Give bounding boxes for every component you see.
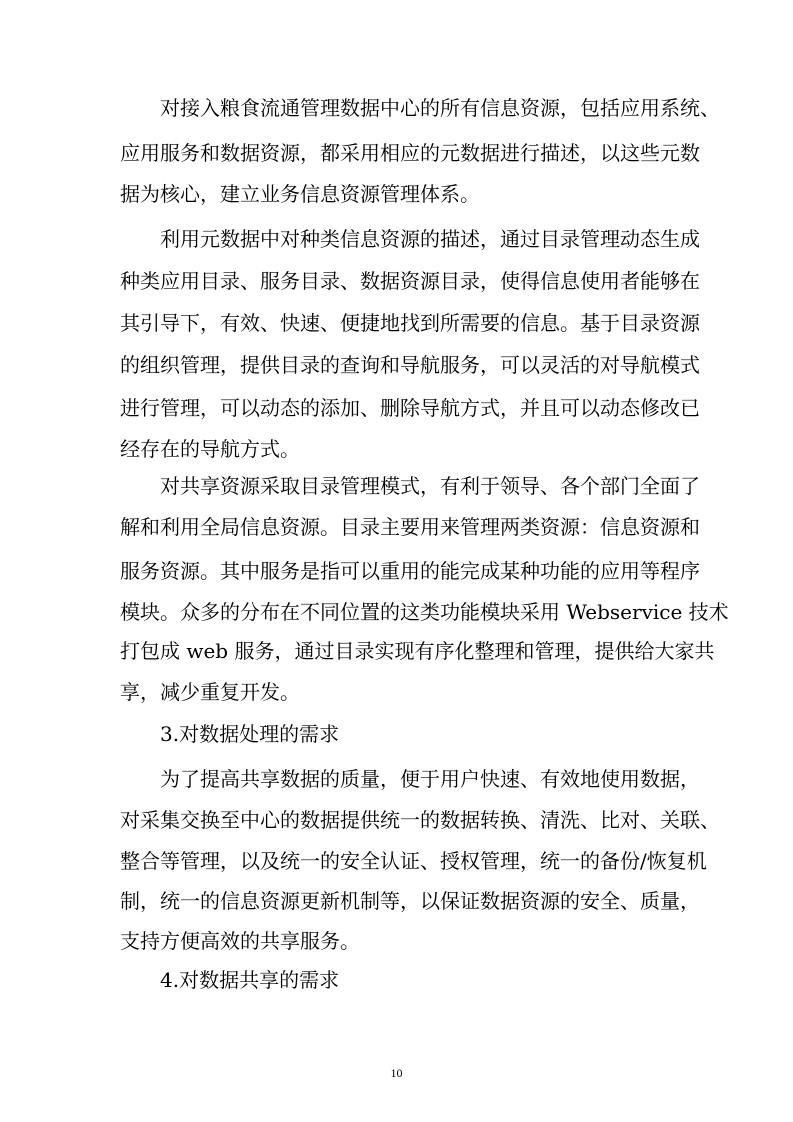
paragraph-1-line-3: 据为核心，建立业务信息资源管理体系。 [120,182,480,206]
paragraph-3-line-3: 服务资源。其中服务是指可以重用的能完成某种功能的应用等程序 [120,559,700,583]
paragraph-4-line-2: 对采集交换至中心的数据提供统一的数据转换、清洗、比对、关联、 [120,808,720,832]
paragraph-3-line-1: 对共享资源采取目录管理模式，有利于领导、各个部门全面了 [160,474,700,498]
paragraph-4-line-5: 支持方便高效的共享服务。 [120,929,360,953]
paragraph-2-line-6: 经存在的导航方式。 [120,437,300,461]
paragraph-3-line-5: 打包成 web 服务，通过目录实现有序化整理和管理，提供给大家共 [120,639,715,663]
paragraph-4-line-4: 制，统一的信息资源更新机制等，以保证数据资源的安全、质量， [120,889,700,913]
paragraph-3-line-4: 模块。众多的分布在不同位置的这类功能模块采用 Webservice 技术 [120,600,729,624]
page-number: 10 [390,1066,403,1080]
paragraph-3-line-2: 解和利用全局信息资源。目录主要用来管理两类资源：信息资源和 [120,515,700,539]
paragraph-2-line-4: 的组织管理，提供目录的查询和导航服务，可以灵活的对导航模式 [120,353,700,377]
paragraph-1-line-2: 应用服务和数据资源，都采用相应的元数据进行描述，以这些元数 [120,141,700,165]
paragraph-2-line-2: 种类应用目录、服务目录、数据资源目录，使得信息使用者能够在 [120,269,700,293]
paragraph-2-line-1: 利用元数据中对种类信息资源的描述，通过目录管理动态生成 [160,227,700,251]
paragraph-4-line-1: 为了提高共享数据的质量，便于用户快速、有效地使用数据， [160,767,700,791]
section-heading-3: 3.对数据处理的需求 [160,722,340,746]
paragraph-2-line-3: 其引导下，有效、快速、便捷地找到所需要的信息。基于目录资源 [120,311,700,335]
paragraph-1-line-1: 对接入粮食流通管理数据中心的所有信息资源，包括应用系统、 [160,96,720,120]
paragraph-2-line-5: 进行管理，可以动态的添加、删除导航方式，并且可以动态修改已 [120,396,700,420]
paragraph-3-line-6: 享，减少重复开发。 [120,680,300,704]
section-heading-4: 4.对数据共享的需求 [160,968,340,992]
paragraph-4-line-3: 整合等管理，以及统一的安全认证、授权管理，统一的备份/恢复机 [120,849,707,873]
